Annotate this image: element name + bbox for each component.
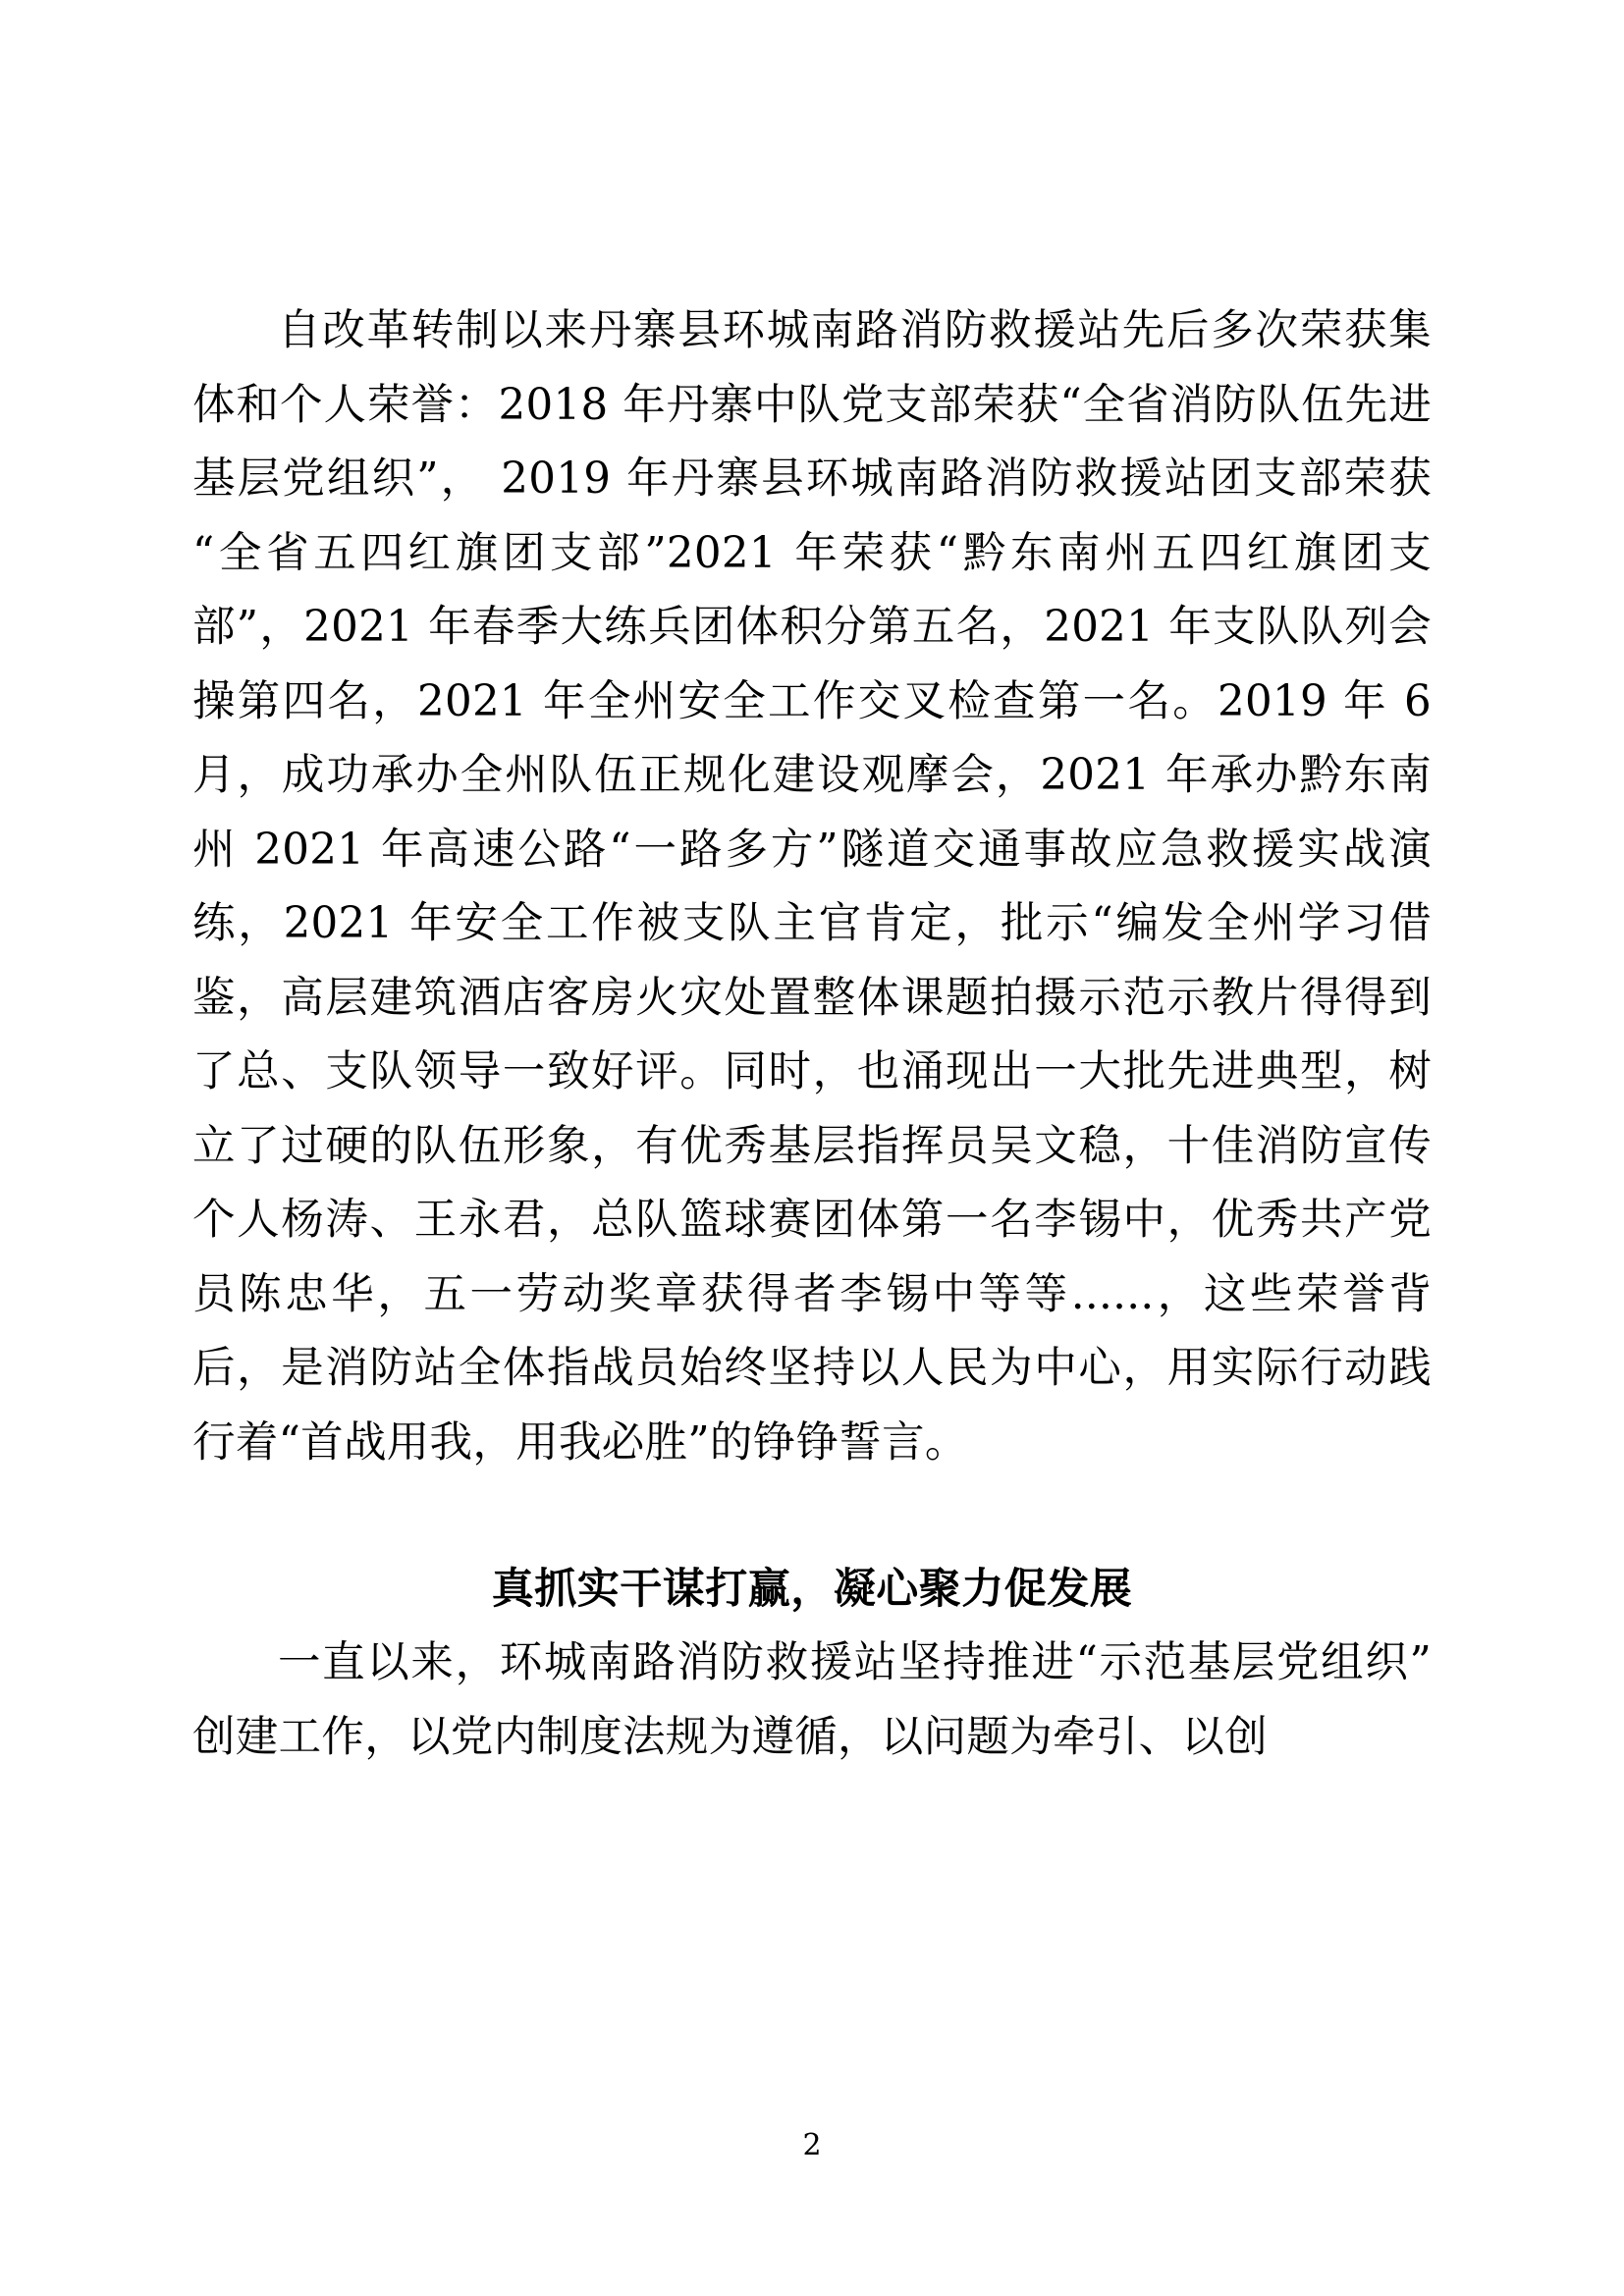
section-heading: 真抓实干谋打赢，凝心聚力促发展 xyxy=(491,1565,1133,1614)
page-number: 2 xyxy=(802,2128,822,2163)
body-paragraph: 一直以来，环城南路消防救援站坚持推进“示范基层党组织”创建工作，以党内制度法规为遵循，以问题为牵引、以创 xyxy=(192,1638,1432,1762)
body-paragraph: 自改革转制以来丹寨县环城南路消防救援站先后多次荣获集体和个人荣誉：2018 年丹寨中队党支部荣获“全省消防队伍先进基层党组织”， 2019 年丹寨县环城南路消防救援站团支部荣获“全省五四红旗团支部”2021 年荣获“黔东南州五四红旗团支部”，2021 年春季大练兵团体积分第五名，2021 年支队队列会操第四名，2021 年全州安全工作交叉检查第一名。2019 年 6 月，成功承办全州队伍正规化建设观摩会，2021 年承办黔东南州 2021 年高速公路“一路多方”隧道交通事故应急救援实战演练，2021 年安全工作被支队主官肯定，批示“编发全州学习借鉴，高层建筑酒店客房火灾处置整体课题拍摄示范示教片得得到了总、支队领导一致好评。同时，也涌现出一大批先进典型，树立了过硬的队伍形象，有优秀基层指挥员吴文稳，十佳消防宣传个人杨涛、王永君，总队篮球赛团体第一名李锡中，优秀共产党员陈忠华，五一劳动奖章获得者李锡中等等......，这些荣誉背后，是消防站全体指战员始终坚持以人民为中心，用实际行动践行着“首战用我，用我必胜”的铮铮誓言。 xyxy=(192,306,1432,1468)
document-body xyxy=(192,294,1432,1775)
paragraph-spacer xyxy=(192,1480,1432,1553)
